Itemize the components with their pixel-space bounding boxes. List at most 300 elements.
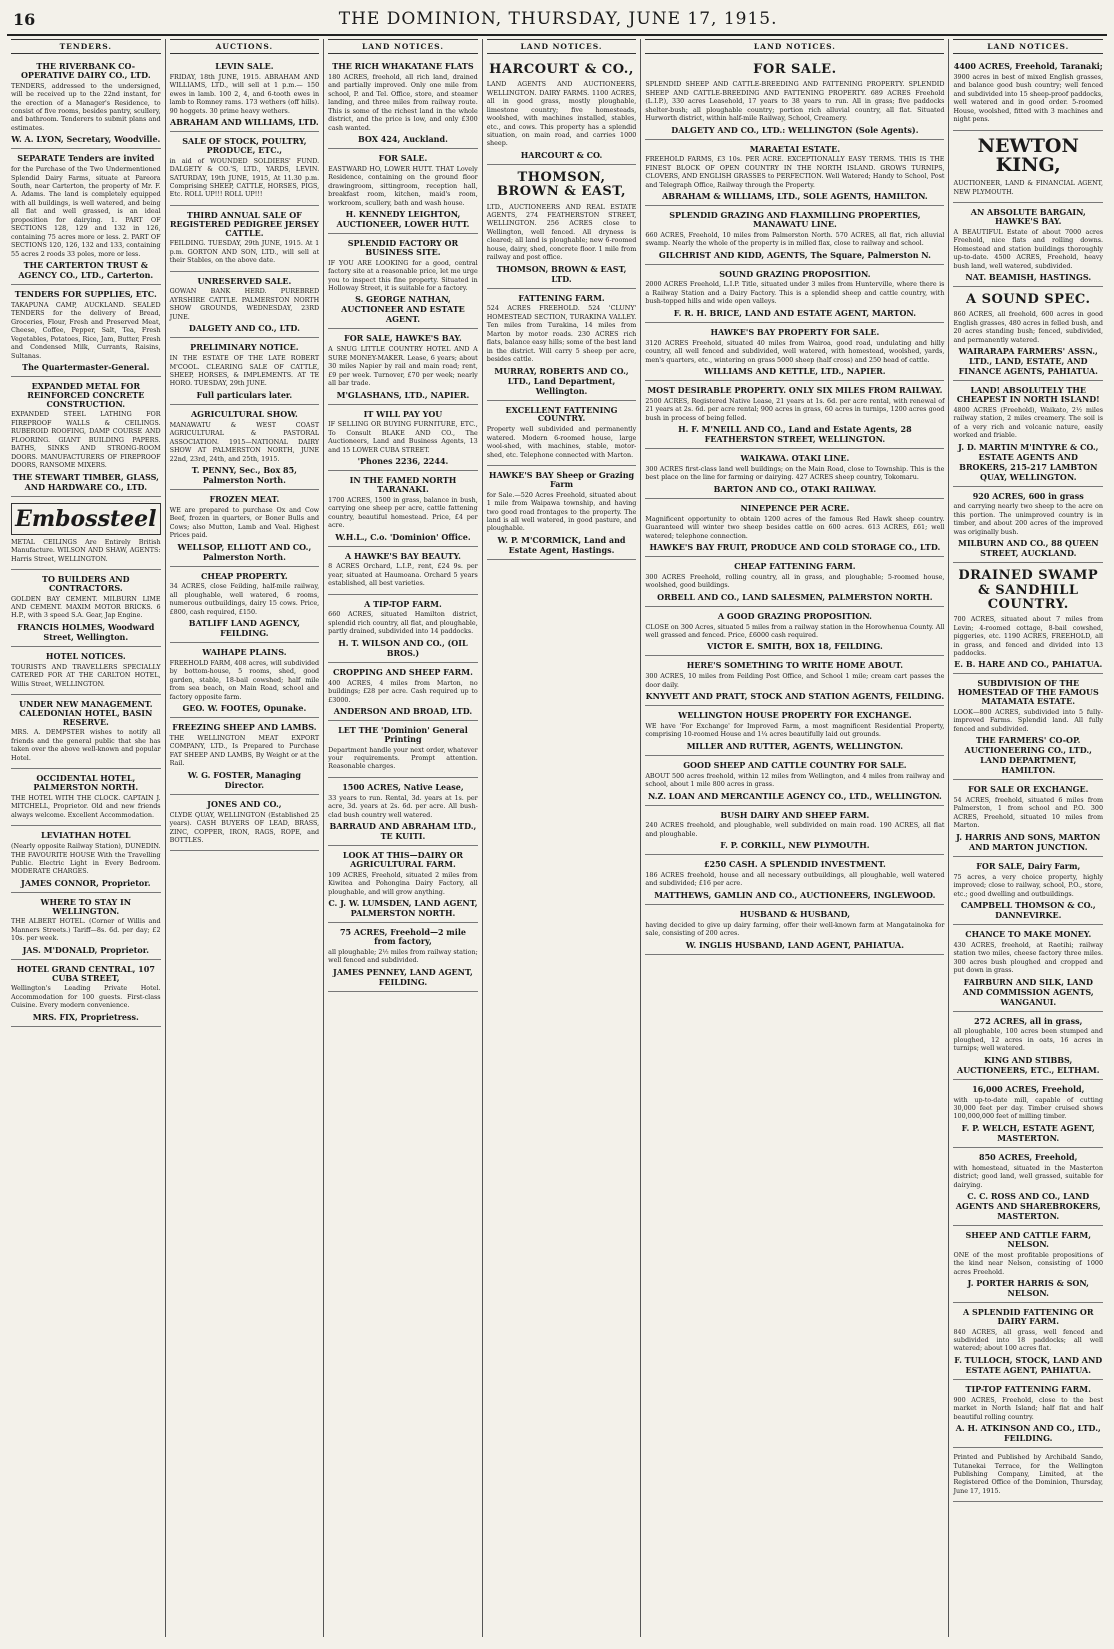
advertisement xyxy=(953,674,1103,780)
ad-signature: THE STEWART TIMBER, GLASS, AND HARDWARE CO., LTD. xyxy=(12,471,159,492)
ad-body: LTD., AUCTIONEERS AND REAL ESTATE AGENTS, 274 FEATHERSTON STREET, WELLINGTON. 256 ACRES close to Wellington, well fenced. All dryness is cleared; all land is ploughable; new 6-roomed house, dairy, shed, concrete floor. 1 mile from railway and post office. xyxy=(486,202,637,262)
ad-title: A SOUND SPEC. xyxy=(965,292,1091,308)
ad-signature: H. KENNEDY LEIGHTON, AUCTIONEER, LOWER HUTT. xyxy=(336,209,470,230)
ad-signature: E. B. HARE AND CO., PAHIATUA. xyxy=(954,659,1103,670)
advertisement xyxy=(645,206,944,265)
ad-body: 300 ACRES, 10 miles from Feilding Post Office, and School 1 mile; cream cart passes the door daily. xyxy=(645,672,945,689)
ad-body: FREEHOLD FARM, 408 acres, will subdivided by bottom-house, 5 rooms, shed, good garden, stable, 18-bail cowshed; half mile from sea beach, on Main Road, school and factory opposite farm. xyxy=(169,658,320,701)
ad-signature: ORBELL AND CO., LAND SALESMEN, PALMERSTON NORTH. xyxy=(657,591,933,602)
ad-body: 75 acres, a very choice property, highly improved; close to railway, school, P.O., store, etc.; good dwelling and outbuildings. xyxy=(953,872,1104,898)
advertisement xyxy=(11,647,161,695)
ad-body: 3120 ACRES Freehold, situated 40 miles from Wairoa, good road, undulating and hilly country, all well fenced and subdivided, well watered, with homestead, woolshed, yards, men's quarters, etc., wintering on grass 5000 sheep (half cross) and 250 head of cattle. xyxy=(645,338,945,364)
ad-signature: NAT. BEAMISH, HASTINGS. xyxy=(965,272,1092,283)
ad-title: DRAINED SWAMP & SANDHILL COUNTRY. xyxy=(958,568,1099,612)
ad-body: and carrying nearly two sheep to the acre on this portion. The unimproved country is in timber, and about 200 acres of the improved was originally bush. xyxy=(953,502,1104,536)
ad-body: 3900 acres in best of mixed English grasses, and balance good bush country; well fenced and subdivided into 15 sheep-proof paddocks, well watered and in good order. 5-roomed House, woolshed, fitted with 3 machines and night pens. xyxy=(953,72,1104,124)
ad-title: IT WILL PAY YOU xyxy=(363,408,443,419)
ad-title: LEVIATHAN HOTEL xyxy=(41,830,131,841)
advertisement xyxy=(645,499,944,557)
ad-signature: H. T. WILSON AND CO., (OIL BROS.) xyxy=(338,637,468,658)
ad-body: all ploughable; 2½ miles from railway station; well fenced and subdivided. xyxy=(328,947,478,965)
ad-signature: WELLSOP, ELLIOTT AND CO., Palmerston North. xyxy=(177,541,312,562)
column-heading: LAND NOTICES. xyxy=(487,39,637,54)
ad-signature: BATLIFF LAND AGENCY, FEILDING. xyxy=(188,618,300,639)
ad-body: TAKAPUNA CAMP, AUCKLAND. SEALED TENDERS for the delivery of Bread, Groceries, Flour, Fresh and Preserved Meat, Cheese, Coffee, Pepper, Salt, Tea, Fresh Vegetables, Potatoes, Rice, Jam, Butter, Fresh and Condensed Milk, Currants, Raisins, Sultanas. xyxy=(11,300,161,360)
advertisement xyxy=(328,595,478,663)
advertisement xyxy=(645,905,944,955)
ad-signature: KNYVETT AND PRATT, STOCK AND STATION AGENTS, FEILDING. xyxy=(645,691,945,702)
ad-title: FOR SALE, HAWKE'S BAY. xyxy=(344,333,462,344)
ad-signature: MURRAY, ROBERTS AND CO., LTD., Land Department, Wellington. xyxy=(494,365,629,396)
ad-signature: Full particulars later. xyxy=(196,389,293,400)
ad-title: MOST DESIRABLE PROPERTY. ONLY SIX MILES FROM RAILWAY. xyxy=(647,384,943,395)
ad-title: A GOOD GRAZING PROPOSITION. xyxy=(717,610,872,621)
advertisement xyxy=(487,57,637,165)
ad-signature: MILBURN AND CO., 88 QUEEN STREET, AUCKLAND. xyxy=(957,538,1099,559)
advertisement xyxy=(953,1303,1103,1380)
ad-title: 75 ACRES, Freehold—2 mile from factory, xyxy=(339,927,466,946)
advertisement xyxy=(953,57,1103,131)
ad-signature: GILCHRIST AND KIDD, AGENTS, The Square, Palmerston N. xyxy=(658,249,931,260)
advertisement xyxy=(645,656,944,706)
ad-body: MANAWATU & WEST COAST AGRICULTURAL & PASTORAL ASSOCIATION. 1915—NATIONAL DAIRY SHOW AT PALMERSTON NORTH, JUNE 22nd, 23rd, 24th, and 25th, 1915. xyxy=(169,420,320,463)
ad-signature: MILLER AND RUTTER, AGENTS, WELLINGTON. xyxy=(686,740,904,751)
column-3 xyxy=(324,39,483,1637)
ad-signature: KING AND STIBBS, AUCTIONEERS, ETC., ELTHAM. xyxy=(956,1054,1100,1075)
ad-body: TOURISTS AND TRAVELLERS SPECIALLY CATERED FOR AT THE CARLTON HOTEL, Willis Street, WELLINGTON. xyxy=(11,662,161,688)
ad-title: EXCELLENT FATTENING COUNTRY. xyxy=(505,404,618,424)
ad-title: JONES AND CO., xyxy=(207,798,282,809)
advertisement xyxy=(328,57,478,149)
column-heading: AUCTIONS. xyxy=(170,39,320,54)
advertisement xyxy=(328,405,478,472)
ad-title: SPLENDID GRAZING AND FLAXMILLING PROPERTIES, MANAWATU LINE. xyxy=(669,210,921,229)
advertisement xyxy=(328,923,478,992)
advertisement xyxy=(953,287,1103,381)
ad-body: CLYDE QUAY, WELLINGTON (Established 25 years). CASH BUYERS OF LEAD, BRASS, ZINC, COPPER, IRON, RAGS, ROPE, and BOTTLES. xyxy=(169,810,320,844)
ad-signature: S. GEORGE NATHAN, AUCTIONEER AND ESTATE AGENT. xyxy=(341,294,465,325)
advertisement xyxy=(170,338,320,405)
ad-body: Wellington's Leading Private Hotel. Accommodation for 100 guests. First-class Cuisine. Every modern convenience. xyxy=(11,984,161,1010)
column-6 xyxy=(949,39,1107,1637)
ad-body: with homestead, situated in the Masterton district; good land, well grassed, suitable for dairying. xyxy=(953,1163,1104,1189)
ad-title: CHANCE TO MAKE MONEY. xyxy=(965,928,1092,939)
ad-body: 186 ACRES freehold, house and all necessary outbuildings, all ploughable, well watered and subdivided; £16 per acre. xyxy=(645,871,945,888)
ad-title: MARAETAI ESTATE. xyxy=(749,143,841,154)
ad-signature: F. P. WELCH, ESTATE AGENT, MASTERTON. xyxy=(961,1122,1095,1143)
ad-title: THIRD ANNUAL SALE OF REGISTERED PEDIGREE JERSEY CATTLE. xyxy=(169,209,319,238)
ad-signature: W. INGLIS HUSBAND, LAND AGENT, PAHIATUA. xyxy=(685,939,905,950)
column-grid xyxy=(7,39,1107,1637)
advertisement xyxy=(487,165,637,289)
ad-body: MRS. A. DEMPSTER wishes to notify all friends and the general public that she has taken over the above well-known and popular Hotel. xyxy=(11,728,161,762)
ad-body: WE have 'For Exchange' for Improved Farm, a most magnificent Residential Property, comprising 10-roomed House and 1¼ acres beautifully laid out grounds. xyxy=(645,721,945,739)
ad-body: FEILDING. TUESDAY, 29th JUNE, 1915. At 1 p.m. GORTON AND SON, LTD., will sell at their Stables, on the above date. xyxy=(169,239,320,265)
advertisement xyxy=(170,57,320,132)
ad-title: SOUND GRAZING PROPOSITION. xyxy=(719,268,871,279)
page-number: 16 xyxy=(13,9,36,29)
ad-body: LOOK—800 ACRES, subdivided into 5 fully-improved Farms. Splendid land. All fully fenced and subdivided. xyxy=(953,707,1104,733)
ad-title: A HAWKE'S BAY BEAUTY. xyxy=(344,550,461,561)
advertisement xyxy=(645,265,944,323)
ad-title: NEWTON KING, xyxy=(977,134,1079,177)
ad-title: HOTEL NOTICES. xyxy=(45,650,126,661)
ad-body: THE HOTEL WITH THE CLOCK. CAPTAIN J. MITCHELL, Proprietor. Old and new friends always welcome. Excellent Accommodation. xyxy=(11,793,161,819)
advertisement xyxy=(645,756,944,806)
ad-title: HOTEL GRAND CENTRAL, 107 CUBA STREET, xyxy=(16,963,155,983)
ad-body: 34 ACRES, close Feilding, half-mile railway, all ploughable, well watered, 6 rooms, numerous outbuildings, dairy 15 cows. Price, £800, cash required, £150. xyxy=(169,582,320,616)
ad-body: ONE of the most profitable propositions of the kind near Nelson, consisting of 1000 acres Freehold. xyxy=(953,1250,1104,1276)
ad-body: TENDERS, addressed to the undersigned, will be received up to the 22nd instant, for the erection of a Manager's Residence, to consist of five rooms, besides pantry, scullery, and bathroom. Tenderers to submit plans and estimates. xyxy=(11,81,161,132)
ad-title: £250 CASH. A SPLENDID INVESTMENT. xyxy=(703,859,886,870)
advertisement xyxy=(645,706,944,756)
ad-title: 1500 ACRES, Native Lease, xyxy=(342,781,464,792)
ad-body: THE ALBERT HOTEL. (Corner of Willis and Manners Streets.) Tariff—8s. 6d. per day; £2 10s. per week. xyxy=(11,917,161,943)
ad-body: 54 ACRES, freehold, situated 6 miles from Palmerston, 1 from school and P.O. 300 ACRES, Freehold, situated 10 miles from Marton. xyxy=(953,795,1104,830)
advertisement xyxy=(11,149,161,285)
ad-signature: MRS. FIX, Proprietress. xyxy=(32,1011,139,1022)
ad-signature: THE CARTERTON TRUST & AGENCY CO., LTD., Carterton. xyxy=(18,260,154,281)
ad-body: IF SELLING OR BUYING FURNITURE, ETC., To Consult BLAKE AND CO., The Auctioneers, Land and Business Agents, 13 and 15 LOWER CUBA STREET. xyxy=(328,420,478,454)
advertisement xyxy=(645,381,944,449)
ad-signature: WAIRARAPA FARMERS' ASSN., LTD., LAND, ESTATE, AND FINANCE AGENTS, PAHIATUA. xyxy=(958,346,1098,377)
ad-body: 109 ACRES, Freehold, situated 2 miles from Kiwitea and Pohongina Dairy Factory, all ploughable, and will grow anything. xyxy=(328,870,478,896)
ad-signature: GEO. W. FOOTES, Opunake. xyxy=(182,703,307,714)
advertisement xyxy=(11,826,161,893)
ad-title: 16,000 ACRES, Freehold, xyxy=(972,1083,1085,1094)
newspaper-title: THE DOMINION, THURSDAY, JUNE 17, 1915. xyxy=(338,9,778,29)
ad-title: SALE OF STOCK, POULTRY, PRODUCE, ETC., xyxy=(182,136,307,155)
ad-title: OCCIDENTAL HOTEL, PALMERSTON NORTH. xyxy=(33,773,139,793)
ad-title: GOOD SHEEP AND CATTLE COUNTRY FOR SALE. xyxy=(683,759,907,770)
ad-title: HAWKE'S BAY PROPERTY FOR SALE. xyxy=(710,326,880,337)
advertisement xyxy=(328,846,478,923)
ad-title: SEPARATE Tenders are invited xyxy=(17,153,155,164)
advertisement xyxy=(645,323,944,381)
ad-body: in aid of WOUNDED SOLDIERS' FUND. DALGETY & CO.'S, LTD., YARDS, LEVIN. SATURDAY, 19th JUNE, 1915, At 11.30 p.m. Comprising SHEEP, CATTLE, HORSES, PIGS, Etc. ROLL UP!!! ROLL UP!!! xyxy=(169,156,320,199)
ad-signature: F. R. H. BRICE, LAND AND ESTATE AGENT, MARTON. xyxy=(673,307,917,318)
ad-title: THOMSON, BROWN & EAST, xyxy=(497,169,627,200)
ad-signature: WILLIAMS AND KETTLE, LTD., NAPIER. xyxy=(704,365,886,376)
ad-title: WHERE TO STAY IN WELLINGTON. xyxy=(40,896,132,916)
ad-body: 300 ACRES Freehold, rolling country, all in grass, and ploughable; 5-roomed house, woolshed, good buildings. xyxy=(645,572,945,590)
ad-signature: MATTHEWS, GAMLIN AND CO., AUCTIONEERS, INGLEWOOD. xyxy=(654,889,936,900)
ad-body: having decided to give up dairy farming, offer their well-known farm at Mangatainoka for sale, consisting of 200 acres. xyxy=(645,920,945,938)
advertisement xyxy=(170,795,320,852)
advertisement xyxy=(953,203,1103,287)
ad-body: EASTWARD HO, LOWER HUTT. THAT Lovely Residence, containing on the ground floor drawingroom, sittingroom, reception hall, breakfast room, kitchen, maid's room, workroom, scullery, bath and wash house. xyxy=(328,164,478,207)
ad-title: HERE'S SOMETHING TO WRITE HOME ABOUT. xyxy=(686,660,903,671)
advertisement xyxy=(11,57,161,149)
advertisement xyxy=(11,769,161,826)
ad-body: for Sale.—520 Acres Freehold, situated about 1 mile from Waipawa township, and having two good road frontages to the property. The land is all well watered, in good pasture, and ploughable. xyxy=(486,490,637,533)
ad-title: LOOK AT THIS—DAIRY OR AGRICULTURAL FARM. xyxy=(342,850,464,869)
advertisement xyxy=(170,132,320,206)
ad-title: FOR SALE OR EXCHANGE. xyxy=(968,784,1089,795)
advertisement xyxy=(487,289,637,401)
ad-title: AN ABSOLUTE BARGAIN, HAWKE'S BAY. xyxy=(970,207,1086,227)
ad-signature: N.Z. LOAN AND MERCANTILE AGENCY CO., LTD., WELLINGTON. xyxy=(647,790,942,801)
ad-signature: T. PENNY, Sec., Box 85, Palmerston North. xyxy=(191,464,297,485)
advertisement xyxy=(645,449,944,499)
ad-title: TIP-TOP FATTENING FARM. xyxy=(965,1383,1091,1394)
ad-body: AUCTIONEER, LAND & FINANCIAL AGENT, NEW PLYMOUTH. xyxy=(953,179,1104,196)
ad-body: 900 ACRES, Freehold, close to the best market in North Island; half flat and half beautiful rolling country. xyxy=(953,1395,1104,1421)
advertisement xyxy=(953,780,1103,857)
ad-title: THE RIVERBANK CO-OPERATIVE DAIRY CO., LTD. xyxy=(20,61,151,80)
advertisement xyxy=(953,381,1103,486)
ad-title: WAIKAWA. OTAKI LINE. xyxy=(740,453,850,464)
ad-body: IN THE ESTATE OF THE LATE ROBERT M'COOL. CLEARING SALE OF CATTLE, SHEEP, HORSES, & IMPLEMENTS. AT TE HORO. TUESDAY, 29th JUNE. xyxy=(169,354,320,388)
ad-title: BUSH DAIRY AND SHEEP FARM. xyxy=(720,809,870,820)
advertisement xyxy=(953,1226,1103,1303)
ad-signature: C. J. W. LUMSDEN, LAND AGENT, PALMERSTON NORTH. xyxy=(328,898,478,919)
column-heading: LAND NOTICES. xyxy=(328,39,478,54)
ad-body: A SNUG LITTLE COUNTRY HOTEL AND A SURE MONEY-MAKER. Lease, 6 years; about 30 miles Napier by rail and main road; rent, £9 per week. Turnover, £70 per week; nearly all bar trade. xyxy=(328,345,478,388)
ad-signature: DALGETY AND CO., LTD.: WELLINGTON (Sole Agents). xyxy=(671,124,919,135)
ad-body: FRIDAY, 18th JUNE, 1915. ABRAHAM AND WILLIAMS, LTD., will sell at 1 p.m.— 150 ewes in lamb. 100 2, 4, and 6-tooth ewes in lamb to Romney rams. 173 wethers (off hills). 90 hoggets. 30 prime heavy wethers. xyxy=(169,72,320,115)
ad-signature: 'Phones 2236, 2244. xyxy=(357,456,449,467)
advertisement xyxy=(11,497,161,570)
advertisement xyxy=(328,778,478,846)
advertisement xyxy=(328,663,478,721)
ad-signature: THOMSON, BROWN & EAST, LTD. xyxy=(496,263,627,284)
ad-body: 524 ACRES FREEHOLD. 524 'CLUNY' HOMESTEAD SECTION, TURAKINA VALLEY. Ten miles from Turakina, 14 miles from Marton by motor roads. 230 ACRES rich flats, balance easy hills; some of the best land in the district. Will carry 5 sheep per acre, besides cattle. xyxy=(486,304,637,364)
ad-title: HAWKE'S BAY Sheep or Grazing Farm xyxy=(488,470,635,489)
ad-title: EXPANDED METAL FOR REINFORCED CONCRETE CONSTRUCTION. xyxy=(27,381,145,409)
advertisement xyxy=(11,570,161,647)
ad-signature: ANDERSON AND BROAD, LTD. xyxy=(333,705,473,716)
ad-body: (Nearly opposite Railway Station), DUNEDIN. THE FAVOURITE HOUSE With the Travelling Public. Electric Light in Every Bedroom. MODERATE CHARGES. xyxy=(11,842,161,876)
ad-title: UNDER NEW MANAGEMENT. CALEDONIAN HOTEL, BASIN RESERVE. xyxy=(19,699,153,727)
advertisement xyxy=(953,1148,1103,1226)
advertisement xyxy=(328,721,478,778)
ad-title: LAND! ABSOLUTELY THE CHEAPEST IN NORTH ISLAND! xyxy=(956,385,1100,405)
ad-body: 300 ACRES first-class land well buildings; on the Main Road, close to Township. This is the best place on the line for farming or dairying. 427 ACRES sheep country, Tokomaru. xyxy=(645,464,945,482)
ad-body: 4800 ACRES (Freehold), Waikato, 2½ miles railway station, 2 miles creamery. The soil is of a very rich and volcanic nature, easily worked and friable. xyxy=(953,405,1104,440)
ad-body: SPLENDID SHEEP AND CATTLE-BREEDING AND FATTENING PROPERTY. SPLENDID SHEEP AND CATTLE-BREEDING AND FATTENING PROPERTY. 689 ACRES Freehold (L.I.P.), 330 acres Leasehold, 17 years to 38 years to run. All in grass; five paddocks shelter-bush; all ploughable country; portion rich alluvial country, all flat. Situated Hurworth district, within half-mile Railway, School, Creamery. xyxy=(645,80,945,123)
ad-signature: FAIRBURN AND SILK, LAND AND COMMISSION AGENTS, WANGANUI. xyxy=(962,976,1094,1007)
masthead xyxy=(7,4,1107,36)
ad-signature: THE FARMERS' CO-OP. AUCTIONEERING CO., LTD., LAND DEPARTMENT, HAMILTON. xyxy=(964,735,1092,776)
ad-body: LAND AGENTS AND AUCTIONEERS, WELLINGTON. DAIRY FARMS. 1100 ACRES, all in good grass, mostly ploughable, limestone country; five homesteads, woolshed, with machines installed, stables, etc., and cows. This property has a splendid situation, on main road, and carries 1000 sheep. xyxy=(486,80,637,148)
advertisement xyxy=(328,547,478,595)
advertisement xyxy=(170,272,320,339)
ad-body: 400 ACRES, 4 miles from Marton, no buildings; £28 per acre. Cash required up to £3000. xyxy=(328,678,478,704)
advertisement xyxy=(487,466,637,560)
advertisement xyxy=(953,925,1103,1012)
ad-title: A SPLENDID FATTENING OR DAIRY FARM. xyxy=(962,1306,1094,1326)
ad-title: 920 ACRES, 600 in grass xyxy=(972,490,1084,501)
advertisement xyxy=(170,206,320,272)
ad-signature: BARRAUD AND ABRAHAM LTD., TE KUITI. xyxy=(329,821,477,842)
advertisement xyxy=(953,857,1103,925)
ad-body: A BEAUTIFUL Estate of about 7000 acres Freehold, nice flats and rolling downs. Homestead and station buildings thoroughly up-to-date. 4500 ACRES, Freehold, heavy bush land, well watered, subdivided. xyxy=(953,227,1104,270)
ad-body: 860 ACRES, all freehold, 600 acres in good English grasses, 480 acres in felled bush, and 20 acres standing bush; fenced, subdivided, and permanently watered. xyxy=(953,310,1104,344)
ad-signature: W. G. FOSTER, Managing Director. xyxy=(187,769,301,790)
advertisement xyxy=(645,607,944,657)
ad-body: Printed and Published by Archibald Sando, Tutanekai Terrace, for the Wellington Publishing Company, Limited, at the Registered Office of the Dominion, Thursday, June 17, 1915. xyxy=(953,1453,1104,1495)
ad-signature: J. D. MARTIN M'INTYRE & CO., ESTATE AGENTS AND BROKERS, 215-217 LAMBTON QUAY, WELLINGTON. xyxy=(958,441,1099,482)
ad-signature: JAMES CONNOR, Proprietor. xyxy=(21,877,151,888)
ad-body: Department handle your next order, whatever your requirements. Prompt attention. Reasonable charges. xyxy=(328,745,478,771)
ad-title: LEVIN SALE. xyxy=(215,61,274,71)
ad-body: FREEHOLD FARMS, £3 10s. PER ACRE. EXCEPTIONALLY EASY TERMS. THIS IS THE FINEST BLOCK OF OPEN COUNTRY IN THE NORTH ISLAND. GROWS TURNIPS, CLOVERS, AND ENGLISH GRASSES to PERFECTION. Well Watered; Handy to School, Post and Telegraph Office, Railway through the Property. xyxy=(645,155,945,189)
ad-title: PRELIMINARY NOTICE. xyxy=(190,342,299,353)
ad-title: 272 ACRES, all in grass, xyxy=(974,1015,1083,1026)
ad-title: THE RICH WHAKATANE FLATS xyxy=(332,61,474,71)
ad-body: 180 ACRES, freehold, all rich land, drained and partially improved. Only one mile from school, P. and Tel. Office, store, and steamer landing, and three miles from railway route. This is some of the richest land in the whole district, and the price is low, and only £300 cash wanted. xyxy=(328,72,478,132)
ad-signature: H. F. M'NEILL AND CO., Land and Estate Agents, 28 FEATHERSTON STREET, WELLINGTON. xyxy=(678,424,912,445)
ad-title: UNRESERVED SALE. xyxy=(197,275,292,286)
ad-signature: F. TULLOCH, STOCK, LAND AND ESTATE AGENT, PAHIATUA. xyxy=(954,1354,1103,1375)
column-4 xyxy=(483,39,642,1637)
ad-title: 4400 ACRES, Freehold, Taranaki; xyxy=(953,61,1103,71)
ad-body: WE are prepared to purchase Ox and Cow Beef, frozen in quarters, or Boner Bulls and Cows; also Mutton, Lamb and Veal. Highest Prices paid. xyxy=(169,505,320,540)
ad-body: 2000 ACRES Freehold, L.I.P. Title, situated under 3 miles from Hunterville, where there is a Railway Station and a Dairy Factory. This is a splendid sheep and cattle country, with bush-topped hills and wide open valleys. xyxy=(645,280,945,306)
ad-title: FATTENING FARM. xyxy=(518,292,605,303)
advertisement xyxy=(953,1012,1103,1080)
ad-title: WAIHAPE PLAINS. xyxy=(202,647,287,658)
ad-signature: W. P. M'CORMICK, Land and Estate Agent, Hastings. xyxy=(497,534,626,555)
column-heading: LAND NOTICES. xyxy=(953,39,1103,54)
ad-title: AGRICULTURAL SHOW. xyxy=(190,408,298,419)
ad-title: SHEEP AND CATTLE FARM, NELSON. xyxy=(965,1230,1092,1249)
ad-body: CLOSE on 300 Acres, situated 5 miles from a railway station in the Horowhenua County. All well grassed and fenced. Price, £6000 cash required. xyxy=(645,622,945,639)
column-1 xyxy=(7,39,166,1637)
ad-body: ABOUT 500 acres freehold, within 12 miles from Wellington, and 4 miles from railway and school, about 1 mile 800 acres in grass. xyxy=(645,771,945,789)
advertisement xyxy=(645,140,944,207)
ad-title: CROPPING AND SHEEP FARM. xyxy=(332,666,473,677)
ad-signature: BARTON AND CO., OTAKI RAILWAY. xyxy=(713,483,877,494)
advertisement xyxy=(11,377,161,497)
ad-body: 8 ACRES Orchard, L.I.P., rent, £24 9s. per year, situated at Haumoana. Orchard 5 years established, all best varieties. xyxy=(328,562,478,588)
ad-signature: W. A. LYON, Secretary, Woodville. xyxy=(11,134,161,145)
ad-signature: The Quartermaster-General. xyxy=(22,362,150,373)
ad-body: 430 ACRES, freehold, at Raetihi; railway station two miles, cheese factory three miles. 300 acres bush ploughed and cropped and put down in grass. xyxy=(953,940,1104,975)
ad-body: GOWAN BANK HERD. PUREBRED AYRSHIRE CATTLE. PALMERSTON NORTH SHOW GROUNDS, WEDNESDAY, 23RD JUNE. xyxy=(169,287,320,321)
column-heading: LAND NOTICES. xyxy=(645,39,944,54)
advertisement xyxy=(11,285,161,377)
ad-signature: CAMPBELL THOMSON & CO., DANNEVIRKE. xyxy=(960,899,1096,920)
ad-signature: FRANCIS HOLMES, Woodward Street, Wellington. xyxy=(17,621,155,642)
advertisement xyxy=(953,1380,1103,1448)
advertisement xyxy=(953,131,1103,204)
ad-title: IN THE FAMED NORTH TARANAKI. xyxy=(349,475,457,494)
advertisement xyxy=(328,234,478,329)
ad-title: FOR SALE, Dairy Farm, xyxy=(976,860,1081,871)
advertisement xyxy=(170,718,320,795)
ad-signature: W.H.L., C.o. 'Dominion' Office. xyxy=(335,531,471,542)
ad-title: HUSBAND & HUSBAND, xyxy=(739,908,851,919)
advertisement xyxy=(11,960,161,1027)
column-5 xyxy=(641,39,949,1637)
ad-signature: JAS. M'DONALD, Proprietor. xyxy=(22,944,149,955)
ad-body: EXPANDED STEEL LATHING FOR FIREPROOF WALLS & CEILINGS. RUBEROID ROOFING, DAMP COURSE AND FLOORING. GIANT BUILDING PAPERS. BATHS, SINKS AND STRONG-ROOM DOORS. MANUFACTURERS OF FIREPROOF DOORS, RANSOME MIXERS. xyxy=(11,410,161,470)
advertisement xyxy=(11,695,161,769)
ad-body: 240 ACRES freehold, and ploughable, well subdivided on main road. 190 ACRES, all flat and ploughable. xyxy=(645,821,945,838)
advertisement xyxy=(328,471,478,546)
advertisement xyxy=(645,806,944,856)
ad-body: GOLDEN BAY CEMENT. MILBURN LIME AND CEMENT. MAXIM MOTOR BRICKS. 6 H.P., with 3 speed S.A. Gear, Jap Engine. xyxy=(11,594,161,620)
ad-title: A TIP-TOP FARM. xyxy=(364,598,442,609)
column-heading: TENDERS. xyxy=(11,39,161,54)
ad-title: FOR SALE. xyxy=(753,62,837,77)
ad-title: CHEAP PROPERTY. xyxy=(201,570,288,581)
ad-signature: ABRAHAM AND WILLIAMS, LTD. xyxy=(170,117,319,128)
advertisement xyxy=(645,557,944,607)
ad-body: with up-to-date mill, capable of cutting 30,000 feet per day. Timber cruised shows 100,000,000 feet of milling timber. xyxy=(953,1095,1104,1121)
ad-signature: HARCOURT & CO. xyxy=(520,149,603,160)
ad-title: CHEAP FATTENING FARM. xyxy=(734,561,856,571)
ad-title: WELLINGTON HOUSE PROPERTY FOR EXCHANGE. xyxy=(678,710,912,721)
ad-title: HARCOURT & CO., xyxy=(489,62,634,77)
ad-body: 840 ACRES, all grass, well fenced and subdivided into 18 paddocks; all well watered; about 100 acres flat. xyxy=(953,1327,1104,1353)
ad-signature: VICTOR E. SMITH, BOX 18, FEILDING. xyxy=(707,641,883,652)
ad-body: METAL CEILINGS Are Entirely British Manufacture. WILSON AND SHAW, AGENTS: Harris Street, WELLINGTON. xyxy=(11,537,161,563)
advertisement xyxy=(953,563,1103,674)
advertisement xyxy=(170,567,320,644)
ad-title: NINEPENCE PER ACRE. xyxy=(740,502,850,513)
advertisement xyxy=(328,149,478,234)
ad-body: for the Purchase of the Two Undermentioned Splendid Dairy Farms, situate at Pareora South, near Carterton, the property of Mr. F. A. Adams. The land is completely equipped with all buildings, is well watered, and being all flat and well grassed, is an ideal proposition for dairying. 1. PART OF SECTIONS 128, 129 and 132 in 126, containing 75 acres more or less. 2. PART OF SECTIONS 120, 126, 132 and 133, containing 55 acres 2 roods 33 poles, more or less. xyxy=(11,165,161,258)
ad-body: 33 years to run. Rental, 3d. years at 1s. per acre, 3d. years at 2s. 6d. per acre. All bush-clad bush country well watered. xyxy=(328,793,478,819)
ad-signature: JAMES PENNEY, LAND AGENT, FEILDING. xyxy=(333,966,473,987)
advertisement xyxy=(11,893,161,960)
ad-body: 700 ACRES, situated about 7 miles from Levin; 4-roomed cottage, 8-bail cowshed, piggeries, etc. 1190 ACRES, FREEHOLD, all in grass, and fenced and divided into 13 paddocks. xyxy=(953,615,1104,657)
ad-title: SUBDIVISION OF THE HOMESTEAD OF THE FAMOUS MATAMATA ESTATE. xyxy=(957,678,1099,707)
ad-body: 1700 ACRES, 1500 in grass, balance in bush, carrying one sheep per acre, cattle fattening country, beautiful homestead. Price, £4 per acre. xyxy=(328,495,478,530)
advertisement xyxy=(170,405,320,490)
ad-body: Property well subdivided and permanently watered. Modern 6-roomed house, large wool-shed, with machines, stable, motor-shed, etc. Telephone connected with Marton. xyxy=(486,425,637,459)
ad-signature: J. PORTER HARRIS & SON, NELSON. xyxy=(967,1277,1089,1298)
ad-signature: BOX 424, Auckland. xyxy=(358,133,448,144)
advertisement xyxy=(487,401,637,466)
ad-signature: F. P. CORKILL, NEW PLYMOUTH. xyxy=(720,840,870,851)
ad-title: FREEZING SHEEP AND LAMBS. xyxy=(172,722,317,733)
advertisement xyxy=(953,1080,1103,1148)
ad-body: 660 ACRES, Freehold, 10 miles from Palmerston North. 570 ACRES, all flat, rich alluvial swamp. Nearly the whole of the property is in milled flax, close to railway and school. xyxy=(645,230,945,248)
ad-body: Magnificent opportunity to obtain 1200 acres of the famous Red Hawk sheep country. Guaranteed will winter two sheep besides cattle on 600 acres. 613 ACRES, £61; well watered; telephone connection. xyxy=(645,514,945,540)
advertisement xyxy=(328,329,478,404)
ad-signature: M'GLASHANS, LTD., NAPIER. xyxy=(336,389,470,400)
newspaper-page xyxy=(7,4,1107,1640)
ad-title: FOR SALE. xyxy=(378,152,428,163)
column-2 xyxy=(166,39,325,1637)
ad-body: 2500 ACRES, Registered Native Lease, 21 years at 1s. 6d. per acre rental, with renewal of 21 years at 2s. 6d. per acre rental; 900 acres in grass, 60 acres in turnips, 1200 acres good bush in process of being felled. xyxy=(645,396,945,422)
ad-signature: J. HARRIS AND SONS, MARTON AND MARTON JUNCTION. xyxy=(956,831,1101,852)
ad-body: 660 ACRES, situated Hamilton district, splendid rich country, all flat, and ploughable, partly drained, subdivided into 14 paddocks. xyxy=(328,610,478,636)
advertisement xyxy=(953,487,1103,564)
ad-signature: HAWKE'S BAY FRUIT, PRODUCE AND COLD STORAGE CO., LTD. xyxy=(649,542,941,552)
advertisement xyxy=(170,643,320,718)
advertisement xyxy=(645,855,944,905)
ad-signature: DALGETY AND CO., LTD. xyxy=(188,323,300,334)
ad-title: 850 ACRES, Freehold, xyxy=(979,1151,1078,1162)
advertisement xyxy=(170,490,320,567)
advertisement xyxy=(953,1448,1103,1502)
advertisement xyxy=(645,57,944,140)
ad-title: LET THE 'Dominion' General Printing xyxy=(338,724,468,744)
ad-title: FROZEN MEAT. xyxy=(209,493,280,504)
ad-signature: C. C. ROSS AND CO., LAND AGENTS AND SHAREBROKERS, MASTERTON. xyxy=(955,1191,1101,1222)
ad-body: THE WELLINGTON MEAT EXPORT COMPANY, LTD., Is Prepared to Purchase FAT SHEEP AND LAMBS, By Weight or at the Rail. xyxy=(169,734,320,768)
ad-signature: ABRAHAM & WILLIAMS, LTD., SOLE AGENTS, HAMILTON. xyxy=(662,191,928,202)
ad-title: SPLENDID FACTORY OR BUSINESS SITE. xyxy=(347,238,459,257)
ad-signature: A. H. ATKINSON AND CO., LTD., FEILDING. xyxy=(955,1423,1101,1444)
ad-title: Embossteel xyxy=(11,503,161,535)
ad-body: IF YOU ARE LOOKING for a good, central factory site at a reasonable price, let me urge you to inspect this fine property. Situated in Holloway Street, it is suitable for a factory. xyxy=(328,258,478,292)
